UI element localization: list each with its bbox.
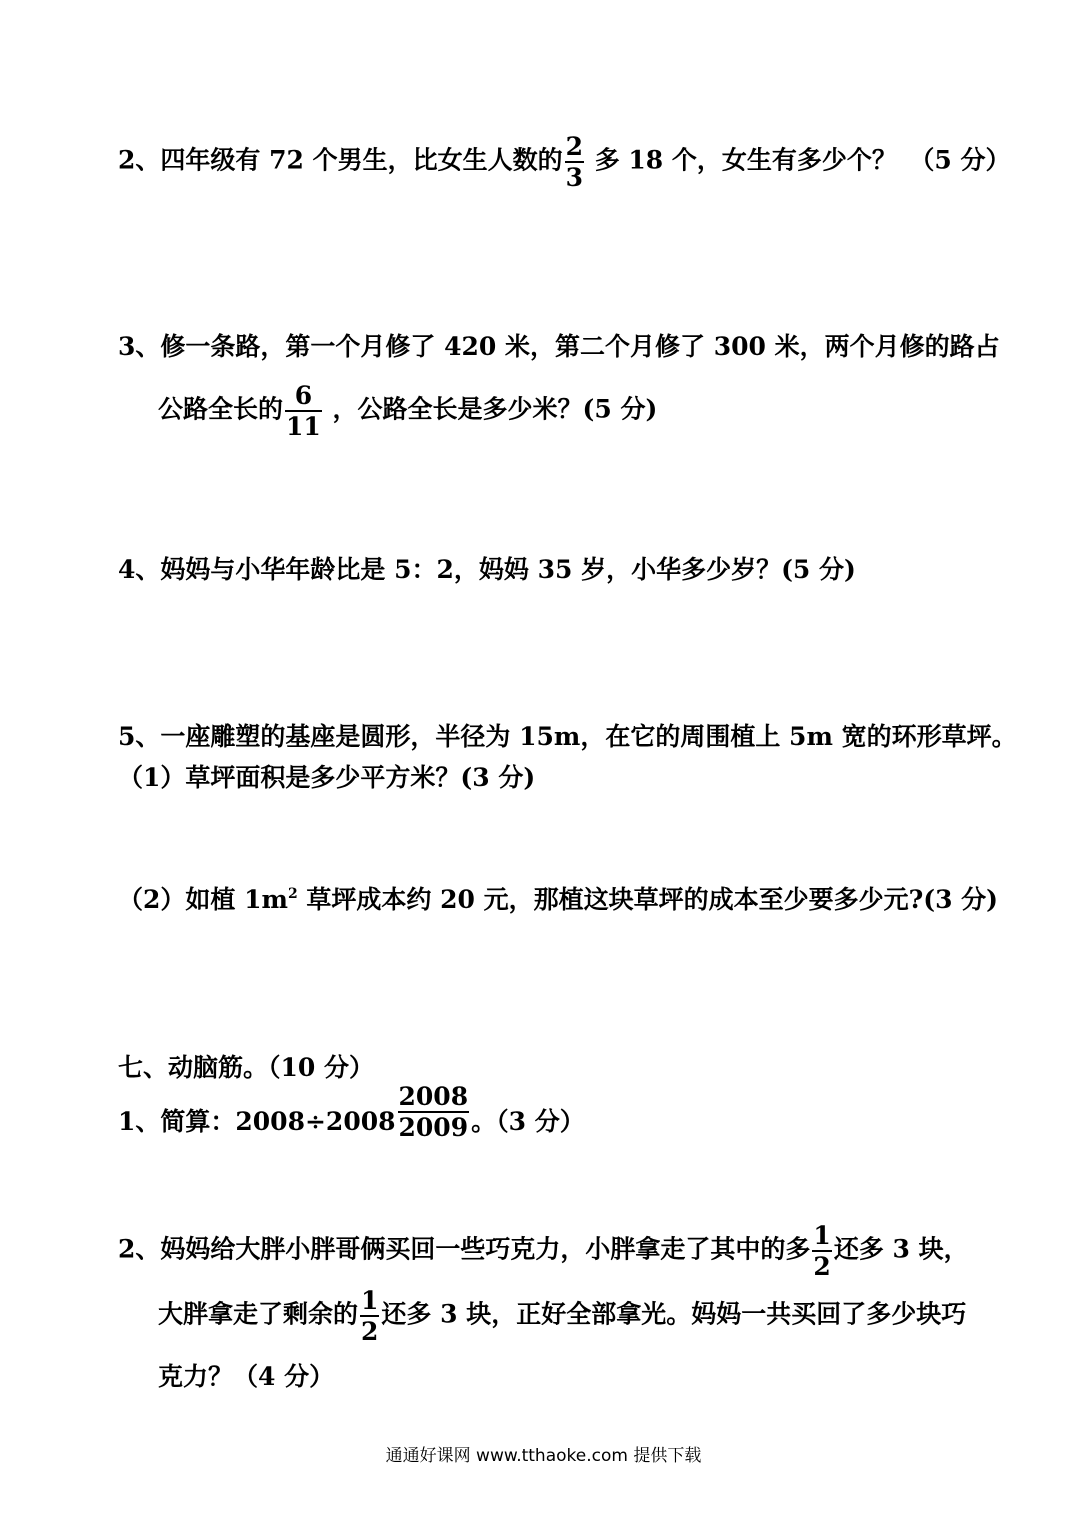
fraction-denominator: 3 <box>565 163 583 192</box>
fraction-numerator: 6 <box>285 383 322 412</box>
fraction-denominator: 11 <box>286 412 321 441</box>
footer-text: 通通好课网 www.tthaoke.com 提供下载 <box>385 1446 702 1466</box>
section-7-title-text: 七、动脑筋。（10 分） <box>118 1053 374 1082</box>
question-3-text-a: 公路全长的 <box>158 394 284 424</box>
question-2 <box>118 134 1011 190</box>
fraction-2008-over-2009 <box>398 1084 470 1140</box>
section-7-question-2-line-3 <box>158 1364 334 1389</box>
question-3-text-b: ，公路全长是多少米？(5 分) <box>323 394 658 424</box>
footer <box>0 1441 1087 1466</box>
fraction-numerator: 2 <box>565 132 583 161</box>
question-5-sub-2 <box>118 887 998 912</box>
question-5-sub-2-text-b: 草坪成本约 20 元，那植这块草坪的成本至少要多少元?(3 分) <box>297 885 999 914</box>
section-7-q1-text-a: 1、简算：2008÷2008 <box>118 1107 396 1136</box>
question-3-line-1 <box>118 334 1000 359</box>
question-3-text-line-1: 3、修一条路，第一个月修了 420 米，第二个月修了 300 米，两个月修的路占 <box>118 332 1000 361</box>
question-5-sub-1-text: （1）草坪面积是多少平方米？(3 分) <box>118 763 536 792</box>
question-4-text: 4、妈妈与小华年龄比是 5：2，妈妈 35 岁，小华多少岁？(5 分) <box>118 555 856 584</box>
section-7-q2-text-line-3: 克力？（4 分） <box>158 1362 335 1391</box>
question-5-sub-2-text-a: （2）如植 1m <box>118 885 288 914</box>
section-7-q2-text-line-2-b: 还多 3 块，正好全部拿光。妈妈一共买回了多少块巧 <box>381 1299 967 1329</box>
fraction-numerator: 1 <box>813 1221 831 1250</box>
fraction-denominator: 2 <box>361 1317 379 1346</box>
fraction-one-half <box>812 1223 831 1279</box>
section-7-question-2-line-2 <box>158 1288 966 1344</box>
question-2-text-a: 2、四年级有 72 个男生，比女生人数的 <box>118 145 563 175</box>
fraction-two-thirds <box>565 134 584 190</box>
question-4 <box>118 557 856 582</box>
fraction-one-half <box>360 1288 379 1344</box>
fraction-numerator: 2008 <box>398 1082 469 1111</box>
section-7-q2-text-line-1-b: 还多 3 块， <box>833 1234 969 1264</box>
section-7-question-1 <box>118 1084 585 1140</box>
section-7-q2-text-line-2-a: 大胖拿走了剩余的 <box>158 1299 359 1329</box>
question-2-text-b: 多 18 个，女生有多少个？ （5 分） <box>586 145 1011 175</box>
question-3-line-2 <box>158 383 657 439</box>
question-5-text-line-1: 5、一座雕塑的基座是圆形，半径为 15m，在它的周围植上 5m 宽的环形草坪。 <box>118 722 1017 751</box>
question-5-sub-1 <box>118 765 535 790</box>
fraction-six-elevenths <box>285 383 322 439</box>
fraction-denominator: 2 <box>813 1252 831 1281</box>
fraction-numerator: 1 <box>361 1286 379 1315</box>
fraction-denominator: 2009 <box>398 1113 469 1142</box>
section-7-title <box>118 1055 374 1080</box>
section-7-q1-text-b: 。（3 分） <box>471 1107 585 1136</box>
question-5-line-1 <box>118 724 1017 749</box>
section-7-question-2-line-1 <box>118 1223 969 1279</box>
section-7-q2-text-line-1-a: 2、妈妈给大胖小胖哥俩买回一些巧克力，小胖拿走了其中的多 <box>118 1234 811 1264</box>
superscript-square: 2 <box>287 886 298 902</box>
